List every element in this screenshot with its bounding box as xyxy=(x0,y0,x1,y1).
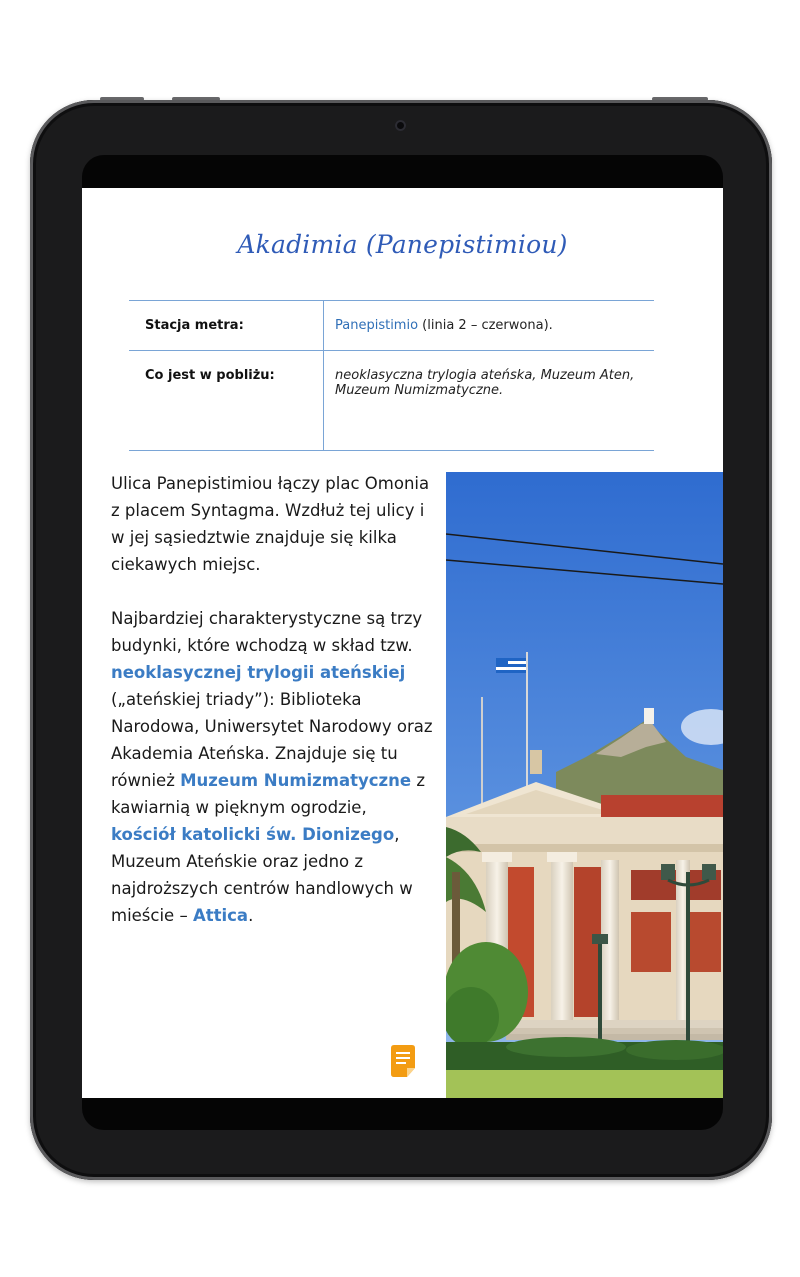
note-icon[interactable] xyxy=(388,1044,418,1078)
p2-text-d: , Muzeum Ateńskie oraz jedno z najdroższych centrów handlowych w mieście – xyxy=(111,825,413,925)
link-attica[interactable]: Attica xyxy=(192,906,249,925)
link-numismatic-museum[interactable]: Muzeum Numizmatyczne xyxy=(180,771,412,790)
p2-text-e: . xyxy=(248,906,254,925)
table-rule-top xyxy=(129,300,654,301)
p2-text-a: Najbardziej charakterystyczne są trzy budynki, które wchodzą w skład tzw. xyxy=(111,609,423,655)
academy-photo xyxy=(446,472,723,1098)
metro-station-link[interactable]: Panepistimio xyxy=(335,318,419,333)
camera-lens xyxy=(395,120,406,131)
table-rule-bottom xyxy=(129,450,654,451)
metro-label: Stacja metra: xyxy=(145,318,244,333)
link-st-dionysius-church[interactable]: kościół katolicki św. Dionizego xyxy=(111,825,395,844)
table-rule-middle xyxy=(129,350,654,351)
article-text xyxy=(111,470,433,956)
page-title: Akadimia (Panepistimiou) xyxy=(237,230,568,259)
article-paragraph-2 xyxy=(111,605,433,929)
nearby-value: neoklasyczna trylogia ateńska, Muzeum Aten, Muzeum Numizmatyczne. xyxy=(335,368,635,398)
link-neoclassical-trilogy[interactable]: neoklasycznej trylogii ateńskiej xyxy=(111,663,406,682)
p2-text-b: („ateńskiej triady”): Biblioteka Narodowa, Uniwersytet Narodowy oraz Akademia Ateńska. Znajduje się tu również xyxy=(111,690,433,790)
metro-value xyxy=(335,318,553,333)
table-column-divider xyxy=(323,300,324,451)
article-paragraph-1: Ulica Panepistimiou łączy plac Omonia z placem Syntagma. Wzdłuż tej ulicy i w jej sąsiedztwie znajduje się kilka ciekawych miejsc. xyxy=(111,474,430,574)
p2-text-c: z kawiarnią w pięknym ogrodzie, xyxy=(111,771,425,817)
screen xyxy=(82,188,723,1098)
info-table xyxy=(129,300,654,451)
nearby-label: Co jest w pobliżu: xyxy=(145,368,275,383)
metro-line-text: (linia 2 – czerwona). xyxy=(418,318,553,333)
